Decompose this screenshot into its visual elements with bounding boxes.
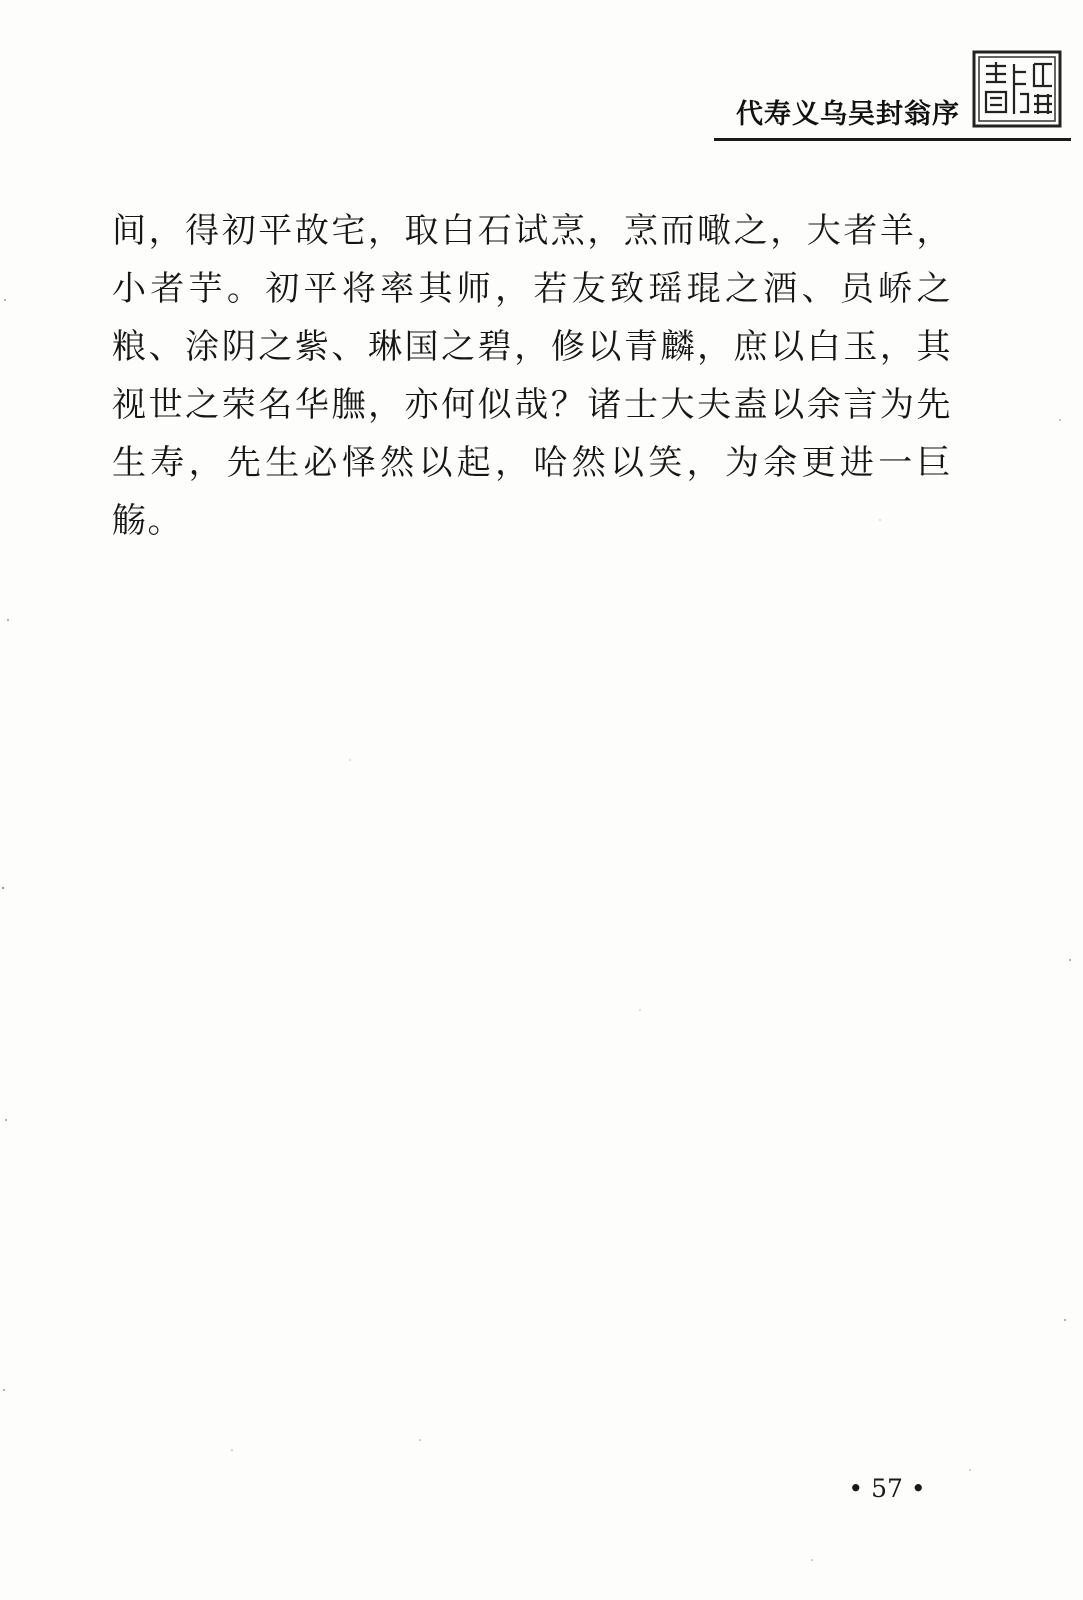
chapter-title: 代寿义乌吴封翁序 — [736, 99, 960, 130]
header-rule — [714, 138, 1071, 141]
page-number: • 57 • — [848, 1474, 926, 1503]
seal-stamp-icon — [972, 50, 1062, 128]
running-header — [710, 92, 960, 128]
body-paragraph: 间，得初平故宅，取白石试烹，烹而噉之，大者羊，小者芋。初平将率其师，若友致瑶琨之酒、员峤之粮、涂阴之紫、琳国之碧，修以青麟，庶以白玉，其视世之荣名华膴，亦何似哉？诸士大夫盍以余言为先生寿，先生必怿然以起，哈然以笑，为余更进一巨觞。 — [112, 211, 952, 541]
